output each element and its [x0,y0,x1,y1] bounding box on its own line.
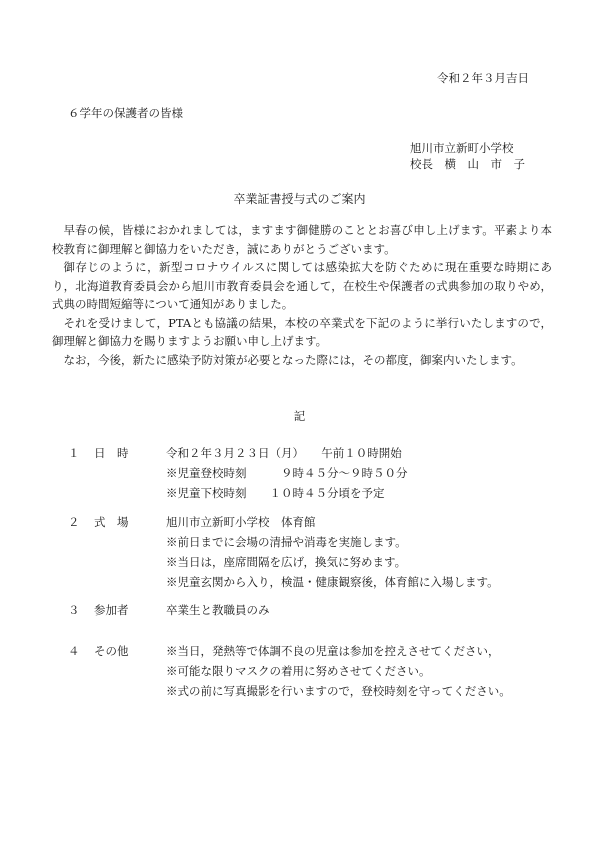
item-note: ※可能な限りマスクの着用に努めさせてください。 [166,664,431,678]
item-value: 旭川市立新町小学校 体育館 [166,515,316,529]
sender-school: 旭川市立新町小学校 [410,141,514,155]
item-other [68,641,568,701]
item-number: ２ [68,515,80,529]
item-value: 卒業生と教職員のみ [166,603,270,617]
item-note: ※児童下校時刻 １０時４５分頃を予定 [166,486,385,500]
document-title: 卒業証書授与式のご案内 [233,192,366,206]
item-note: ※当日は，座席間隔を広げ，換気に努めます。 [166,555,407,569]
document-date: 令和２年３月吉日 [437,71,529,85]
item-number: ４ [68,644,80,658]
paragraph: それを受けまして，PTAとも協議の結果，本校の卒業式を下記のように挙行いたしますので，御理解と御協力を賜りますようお願い申し上げます。 [52,315,552,348]
item-label: 日 時 [94,446,129,460]
sender-principal: 校長 横 山 市 子 [410,157,525,171]
paragraph: 御存じのように，新型コロナウイルスに関しては感染拡大を防ぐために現在重要な時期にあり，北海道教育委員会から旭川市教育委員会を通して，在校生や保護者の式典参加の取りやめ，式典の時間短縮等について通知がありました。 [52,260,552,311]
item-label: 参加者 [94,603,129,617]
item-note: ※前日までに会場の清掃や消毒を実施します。 [166,535,407,549]
item-label: その他 [94,644,129,658]
item-venue [68,512,568,592]
body-text [52,221,552,369]
paragraph: なお，今後，新たに感染予防対策が必要となった際には，その都度，御案内いたします。 [63,352,523,367]
item-note: ※式の前に写真撮影を行いますので，登校時刻を守ってください。 [166,684,511,698]
addressee: ６学年の保護者の皆様 [68,106,183,120]
item-value: 令和２年３月２３日（月） 午前１０時開始 [166,446,402,460]
item-note: ※児童登校時刻 ９時４５分～９時５０分 [166,466,408,480]
ki-heading: 記 [293,409,306,423]
item-number: ３ [68,603,80,617]
paragraph: 早春の候，皆様におかれましては，ますます御健勝のこととお喜び申し上げます。平素より本校教育に御理解と御協力をいただき，誠にありがとうございます。 [52,223,552,256]
item-participants [68,600,568,620]
item-note: ※児童玄関から入り，検温・健康観察後，体育館に入場します。 [166,575,499,589]
item-value: ※当日，発熱等で体調不良の児童は参加を控えさせてください， [166,644,500,658]
item-label: 式 場 [94,515,129,529]
item-number: １ [68,446,80,460]
item-datetime [68,443,568,503]
